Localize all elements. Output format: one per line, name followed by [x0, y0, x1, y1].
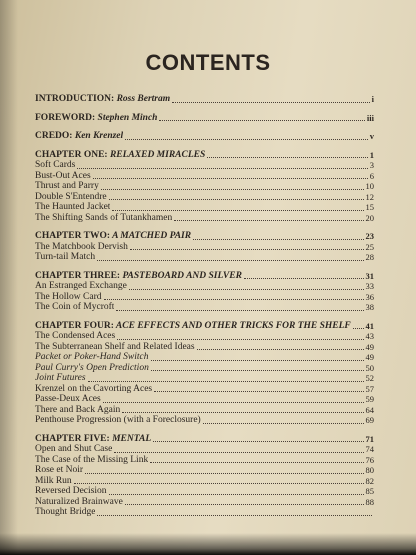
- entry-title: Thought Bridge: [35, 507, 96, 517]
- section-label: [35, 113, 157, 124]
- dot-leader: [207, 157, 368, 158]
- page-shadow-bottom: [0, 533, 416, 555]
- page-number: 36: [365, 291, 374, 302]
- entry-title: The Haunted Jacket: [35, 202, 111, 212]
- page-shadow-left: [0, 0, 18, 555]
- page-number: 15: [365, 202, 374, 212]
- page-number: 1: [369, 149, 374, 160]
- dot-leader: [101, 189, 364, 190]
- dot-leader: [150, 462, 363, 463]
- entry-title: Soft Cards: [35, 160, 76, 170]
- entry-title: Naturalized Brainwave: [35, 496, 123, 507]
- page-number: 25: [365, 241, 374, 252]
- entry-title: Open and Shut Case: [35, 444, 113, 454]
- dot-leader: [77, 168, 367, 169]
- dot-leader: [151, 370, 364, 371]
- dot-leader: [174, 220, 363, 221]
- section-label: [35, 321, 351, 332]
- entry-title: Double S'Entendre: [35, 191, 107, 202]
- dot-leader: [109, 494, 364, 495]
- page-number: 74: [365, 444, 374, 454]
- dot-leader: [153, 441, 363, 442]
- entry-title: Joint Futures: [35, 373, 86, 383]
- toc-entry: [35, 373, 374, 384]
- section-subtitle: A MATCHED PAIR: [110, 231, 192, 241]
- page-number: 50: [365, 362, 374, 373]
- dot-leader: [129, 289, 364, 290]
- dot-leader: [109, 199, 364, 200]
- dot-leader: [154, 391, 363, 392]
- toc-section: [35, 231, 374, 263]
- page-number: 38: [365, 302, 374, 312]
- entry-title: Paul Curry's Open Prediction: [35, 362, 149, 373]
- dot-leader: [103, 402, 364, 403]
- toc-section: [35, 434, 374, 518]
- toc-entry: [35, 352, 374, 363]
- toc-entry: [35, 342, 374, 353]
- page-number: 41: [365, 320, 374, 331]
- toc-entry: [35, 281, 374, 292]
- page-title: CONTENTS: [145, 50, 271, 75]
- toc-section-heading: [35, 321, 374, 332]
- toc-section-heading: [35, 271, 374, 282]
- toc-entry: [35, 465, 374, 476]
- entry-title: The Subterranean Shelf and Related Ideas: [35, 341, 195, 352]
- toc-section: [35, 271, 374, 313]
- dot-leader: [97, 515, 372, 516]
- entry-title: Passe-Deux Aces: [35, 394, 101, 404]
- section-title: CHAPTER ONE:: [35, 149, 108, 160]
- section-subtitle: MENTAL: [109, 433, 152, 444]
- page-number: 33: [365, 281, 374, 291]
- section-label: [35, 231, 191, 242]
- dot-leader: [88, 381, 364, 382]
- toc-entry: [35, 181, 374, 192]
- toc-entry: [35, 202, 374, 213]
- entry-title: An Estranged Exchange: [35, 281, 127, 291]
- toc-entry: [35, 384, 374, 395]
- toc-section-heading: [35, 434, 374, 445]
- entry-title: Milk Run: [35, 475, 72, 486]
- page-number: 6: [369, 170, 374, 181]
- entry-title: Packet or Poker-Hand Switch: [35, 352, 149, 362]
- entry-title: Thrust and Parry: [35, 181, 99, 191]
- entry-title: There and Back Again: [35, 404, 121, 415]
- page-number: 12: [365, 191, 374, 202]
- page-number: 64: [365, 404, 374, 415]
- table-of-contents: [35, 94, 374, 526]
- page-number: v: [369, 131, 374, 141]
- dot-leader: [85, 473, 363, 474]
- dot-leader: [74, 483, 364, 484]
- toc-section-heading: [35, 94, 374, 105]
- page-number: 49: [365, 341, 374, 352]
- page-number: 82: [365, 475, 374, 486]
- toc-entry: [35, 394, 374, 405]
- toc-entry: [35, 497, 374, 508]
- section-subtitle: Ross Bertram: [114, 94, 171, 104]
- page-number: 88: [365, 496, 374, 507]
- dot-leader: [125, 139, 368, 140]
- page-number: 23: [365, 231, 374, 241]
- page-number: iii: [366, 112, 374, 123]
- dot-leader: [244, 278, 364, 279]
- entry-title: The Coin of Mycroft: [35, 302, 115, 312]
- dot-leader: [193, 239, 363, 240]
- toc-entry: [35, 192, 374, 203]
- page-number: 20: [365, 212, 374, 223]
- dot-leader: [122, 412, 363, 413]
- dot-leader: [159, 120, 364, 121]
- toc-entry: [35, 363, 374, 374]
- entry-title: Penthouse Progression (with a Foreclosure): [35, 415, 201, 425]
- section-title: CHAPTER FIVE:: [35, 433, 110, 444]
- toc-entry: [35, 415, 374, 426]
- dot-leader: [116, 310, 363, 311]
- section-subtitle: Stephen Minch: [95, 112, 158, 123]
- dot-leader: [197, 349, 364, 350]
- entry-title: The Matchbook Dervish: [35, 241, 128, 252]
- entry-title: The Shifting Sands of Tutankhamen: [35, 212, 173, 223]
- entry-title: Turn-tail Match: [35, 252, 96, 262]
- entry-title: Rose et Noir: [35, 465, 84, 475]
- entry-title: Bust-Out Aces: [35, 170, 91, 181]
- toc-section: [35, 113, 374, 124]
- page-number: i: [371, 94, 374, 104]
- toc-entry: [35, 213, 374, 224]
- dot-leader: [97, 260, 363, 261]
- entry-title: The Condensed Aces: [35, 331, 116, 341]
- dot-leader: [117, 339, 363, 340]
- page-number: 69: [365, 415, 374, 425]
- toc-entry: [35, 507, 374, 518]
- toc-section-heading: [35, 150, 374, 161]
- dot-leader: [130, 249, 364, 250]
- toc-entry: [35, 486, 374, 497]
- section-label: [35, 150, 205, 161]
- toc-section: [35, 94, 374, 105]
- toc-entry: [35, 444, 374, 455]
- toc-section-heading: [35, 113, 374, 124]
- dot-leader: [114, 452, 363, 453]
- entry-title: The Case of the Missing Link: [35, 454, 149, 465]
- toc-section: [35, 150, 374, 224]
- page-number: 28: [365, 252, 374, 262]
- toc-section: [35, 131, 374, 142]
- dot-leader: [151, 360, 364, 361]
- section-title: CHAPTER TWO:: [35, 231, 111, 241]
- section-title: CHAPTER THREE:: [35, 270, 121, 281]
- section-title: FOREWORD:: [35, 112, 96, 123]
- dot-leader: [112, 210, 363, 211]
- section-subtitle: RELAXED MIRACLES: [107, 149, 206, 160]
- entry-title: The Hollow Card: [35, 291, 102, 302]
- page-number: 52: [365, 373, 374, 383]
- entry-title: Krenzel on the Cavorting Aces: [35, 383, 153, 394]
- toc-entry: [35, 252, 374, 263]
- page-number: 85: [365, 486, 374, 496]
- section-title: CHAPTER FOUR:: [35, 320, 114, 331]
- section-subtitle: ACE EFFECTS AND OTHER TRICKS FOR THE SHELF: [113, 320, 351, 331]
- toc-entry: [35, 302, 374, 313]
- page-number: 3: [369, 160, 374, 170]
- page-number: 59: [365, 394, 374, 404]
- page-number: 71: [365, 433, 374, 444]
- dot-leader: [125, 504, 364, 505]
- dot-leader: [203, 423, 364, 424]
- entry-title: Reversed Decision: [35, 486, 107, 496]
- section-label: [35, 94, 170, 105]
- toc-entry: [35, 405, 374, 416]
- dot-leader: [353, 328, 364, 329]
- toc-entry: [35, 171, 374, 182]
- toc-entry: [35, 160, 374, 171]
- toc-entry: [35, 455, 374, 466]
- page-number: 10: [365, 181, 374, 191]
- toc-section-heading: [35, 231, 374, 242]
- dot-leader: [104, 299, 364, 300]
- page-number: 76: [365, 454, 374, 465]
- section-label: [35, 271, 242, 282]
- dot-leader: [172, 102, 369, 103]
- page-number: 80: [365, 465, 374, 475]
- section-label: [35, 434, 151, 445]
- section-subtitle: Ken Krenzel: [72, 131, 124, 141]
- toc-section-heading: [35, 131, 374, 142]
- page-number: 49: [365, 352, 374, 362]
- page-number: 31: [365, 270, 374, 281]
- section-title: CREDO:: [35, 131, 73, 141]
- section-subtitle: PASTEBOARD AND SILVER: [120, 270, 242, 281]
- section-title: INTRODUCTION:: [35, 94, 115, 104]
- dot-leader: [93, 178, 368, 179]
- page-number: 43: [365, 331, 374, 341]
- toc-entry: [35, 476, 374, 487]
- section-label: [35, 131, 123, 142]
- toc-entry: [35, 292, 374, 303]
- toc-entry: [35, 242, 374, 253]
- toc-entry: [35, 331, 374, 342]
- toc-section: [35, 321, 374, 426]
- page-number: 57: [365, 383, 374, 394]
